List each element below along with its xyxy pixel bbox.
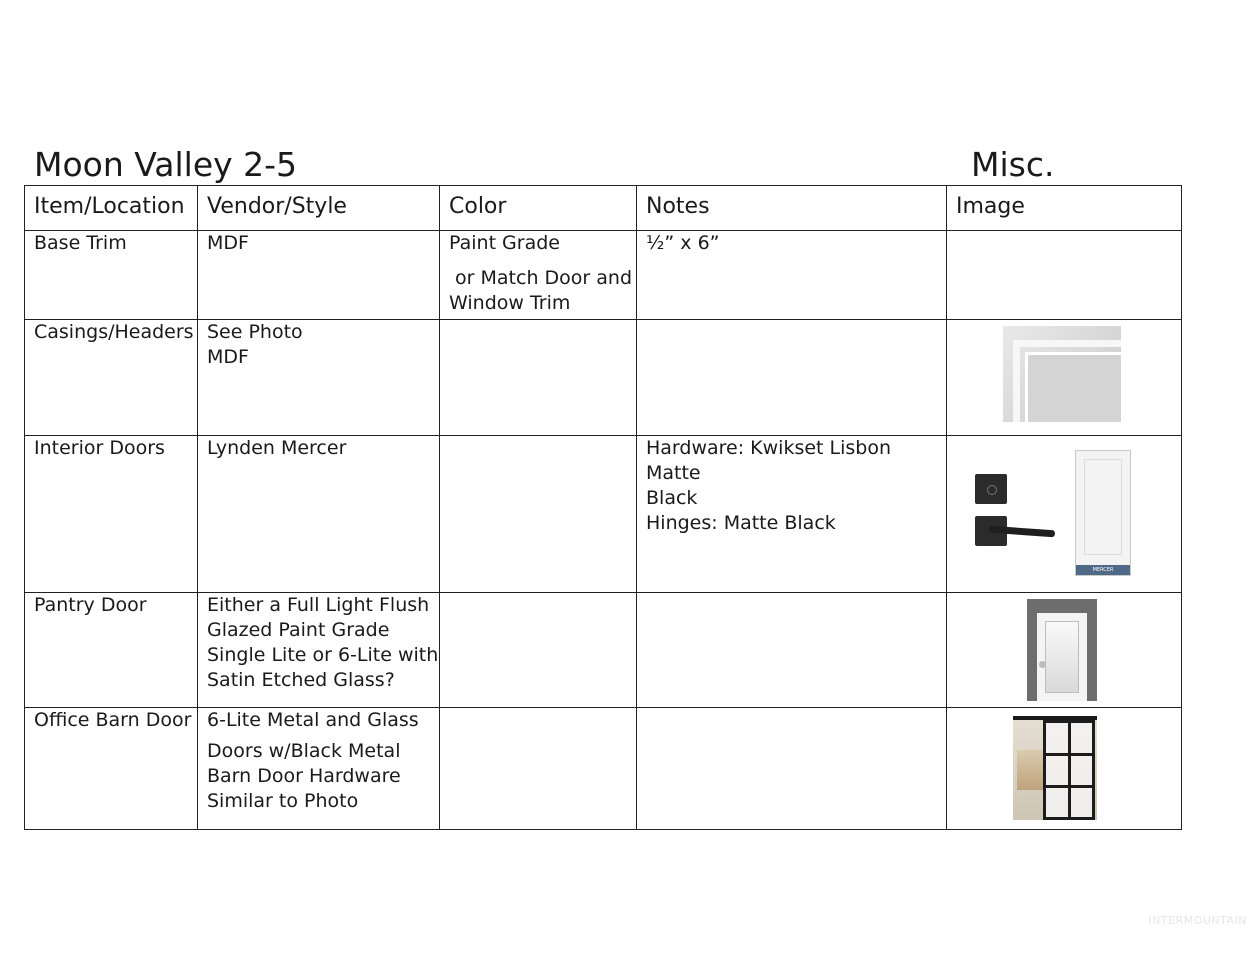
vendor-line: MDF — [207, 346, 249, 368]
notes-line: Hinges: Matte Black — [646, 512, 836, 534]
item-label: Casings/Headers — [34, 321, 194, 343]
item-cell — [25, 231, 198, 320]
glass-panel — [1045, 621, 1079, 693]
door-slab-icon — [1075, 450, 1131, 576]
notes-line: Black — [646, 487, 698, 509]
vendor-line: MDF — [207, 232, 249, 254]
table-header-row — [25, 186, 1182, 231]
door-panel — [1084, 459, 1122, 555]
mullion — [1046, 785, 1092, 788]
item-label: Office Barn Door — [34, 709, 192, 731]
vendor-line: See Photo — [207, 321, 303, 343]
column-header-color: Color — [440, 186, 637, 231]
notes-line: Hardware: Kwikset Lisbon Matte — [646, 437, 892, 484]
vendor-line: Either a Full Light Flush Glazed Paint Grade Single Lite or 6-Lite with Satin Etched Glass? — [207, 594, 439, 691]
barn-door-photo — [1013, 716, 1097, 820]
color-line: Paint Grade — [449, 232, 560, 254]
item-cell — [25, 436, 198, 593]
table-row — [25, 320, 1182, 436]
item-cell — [25, 593, 198, 708]
deadbolt-icon — [975, 474, 1007, 504]
notes-line: ½” x 6” — [646, 232, 720, 254]
image-cell — [947, 708, 1182, 830]
color-cell — [440, 708, 637, 830]
barn-door-slab — [1043, 720, 1095, 820]
watermark: INTERMOUNTAIN — [1148, 914, 1247, 927]
column-header-image: Image — [947, 186, 1182, 231]
table-row — [25, 436, 1182, 593]
table-row — [25, 708, 1182, 830]
vendor-cell — [198, 593, 440, 708]
color-cell — [440, 320, 637, 436]
item-cell — [25, 320, 198, 436]
column-header-notes: Notes — [637, 186, 947, 231]
selections-table — [24, 185, 1182, 830]
casing-inner — [1025, 352, 1121, 422]
column-header-vendor: Vendor/Style — [198, 186, 440, 231]
vendor-line: Doors w/Black Metal — [207, 740, 401, 762]
item-cell — [25, 708, 198, 830]
door-knob-icon — [1039, 661, 1046, 668]
room-view — [1017, 750, 1043, 790]
vendor-line: Lynden Mercer — [207, 437, 347, 459]
mullion — [1068, 723, 1071, 817]
color-cell — [440, 231, 637, 320]
item-label: Interior Doors — [34, 437, 165, 459]
color-line: Window Trim — [449, 292, 571, 314]
notes-cell — [637, 231, 947, 320]
page-title: Moon Valley 2-5 — [34, 145, 298, 184]
vendor-cell — [198, 320, 440, 436]
vendor-line: Similar to Photo — [207, 790, 359, 812]
section-label: Misc. — [971, 145, 1055, 184]
vendor-cell — [198, 436, 440, 593]
item-label: Base Trim — [34, 232, 127, 254]
vendor-line: 6-Lite Metal and Glass — [207, 709, 419, 731]
door-and-hardware-photo — [969, 450, 1135, 578]
table-row — [25, 593, 1182, 708]
image-cell — [947, 436, 1182, 593]
vendor-line: Barn Door Hardware — [207, 765, 401, 787]
column-header-item: Item/Location — [25, 186, 198, 231]
mullion — [1046, 753, 1092, 756]
pantry-door-photo — [1027, 599, 1097, 701]
image-cell — [947, 593, 1182, 708]
color-cell — [440, 436, 637, 593]
notes-cell — [637, 708, 947, 830]
pantry-door-slab — [1037, 613, 1087, 701]
image-cell — [947, 231, 1182, 320]
casing-photo — [1003, 326, 1121, 422]
notes-cell — [637, 436, 947, 593]
notes-cell — [637, 593, 947, 708]
notes-cell — [637, 320, 947, 436]
vendor-cell — [198, 708, 440, 830]
door-brand-label: MERCER — [1076, 565, 1130, 575]
color-cell — [440, 593, 637, 708]
image-cell — [947, 320, 1182, 436]
color-line: or Match Door and — [449, 267, 633, 289]
vendor-cell — [198, 231, 440, 320]
item-label: Pantry Door — [34, 594, 147, 616]
table-row — [25, 231, 1182, 320]
